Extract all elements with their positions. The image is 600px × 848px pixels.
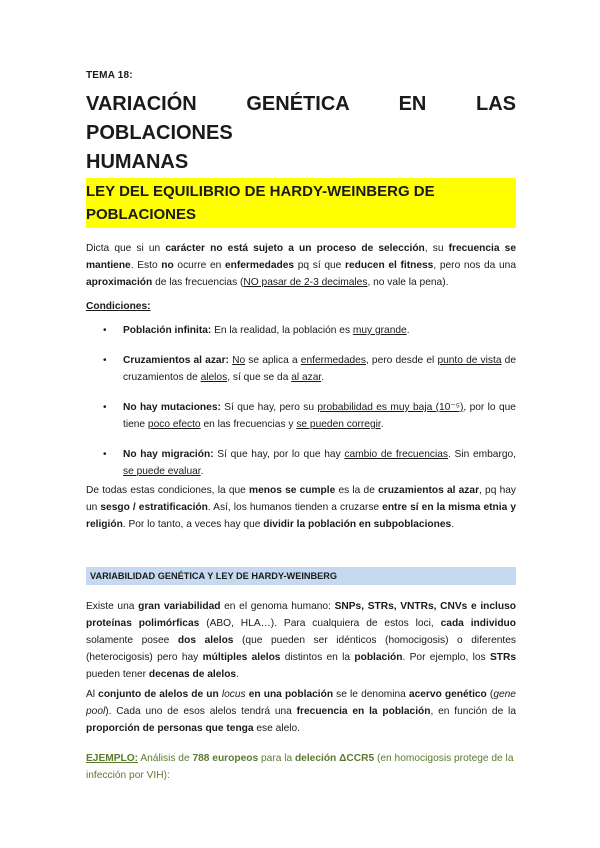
topic-number: TEMA 18: [86, 70, 133, 81]
example-paragraph: EJEMPLO: Análisis de 788 europeos para la deleción ΔCCR5 (en homocigosis protege de la infección por VIH): [86, 753, 514, 781]
bullet-icon: • [103, 325, 107, 336]
conditions-heading: Condiciones: [86, 301, 151, 312]
section-title: LEY DEL EQUILIBRIO DE HARDY-WEINBERG DE POBLACIONES [86, 183, 435, 223]
page-title-line-2: HUMANAS [86, 151, 189, 173]
list-item-mutaciones: • No hay mutaciones: Sí que hay, pero su probabilidad es muy baja (10⁻⁵), por lo que tiene poco efecto en las frecuencias y se pueden corregir. [100, 399, 516, 433]
conditions-list [100, 322, 516, 493]
page-title-line-1: VARIACIÓN GENÉTICA EN LAS POBLACIONES [86, 93, 516, 144]
list-item-migracion: • No hay migración: Sí que hay, por lo que hay cambio de frecuencias. Sin embargo, se puede evaluar. [100, 446, 516, 480]
variability-paragraph: Existe una gran variabilidad en el genoma humano: SNPs, STRs, VNTRs, CNVs e incluso proteínas polimórficas (ABO, HLA…). Para cualquiera de estos loci, cada individuo solamente posee dos alelos (que pueden ser idénticos (homocigosis) o diferentes (heterocigosis) pero hay múltiples alelos distintos en la población. Por ejemplo, los STRs pueden tener decenas de alelos. [86, 601, 517, 680]
bullet-icon: • [103, 449, 107, 460]
page-title [86, 90, 516, 182]
bullet-icon: • [103, 402, 107, 413]
gene-pool-paragraph: Al conjunto de alelos de un locus en una población se le denomina acervo genético (gene pool). Cada uno de esos alelos tendrá una frecuencia en la población, en función de la proporción de personas que tenga ese alelo. [86, 689, 516, 734]
intro-paragraph: Dicta que si un carácter no está sujeto a un proceso de selección, su frecuencia se mantiene. Esto no ocurre en enfermedades pq sí que reducen el fitness, pero nos da una aproximación de las frecuencias (NO pasar de 2-3 decimales, no vale la pena). [86, 243, 517, 288]
bullet-icon: • [103, 355, 107, 366]
list-item-cruzamientos: • Cruzamientos al azar: No se aplica a enfermedades, pero desde el punto de vista de cruzamientos de alelos, sí que se da al azar. [100, 352, 516, 386]
list-item-poblacion-infinita: • Población infinita: En la realidad, la población es muy grande. [100, 322, 516, 339]
closing-paragraph: De todas estas condiciones, la que menos se cumple es la de cruzamientos al azar, pq hay un sesgo / estratificación. Así, los humanos tienden a cruzarse entre sí en la misma etnia y religión. Por lo tanto, a veces hay que dividir la población en subpoblaciones. [86, 485, 517, 530]
subsection-title: VARIABILIDAD GENÉTICA Y LEY DE HARDY-WEINBERG [90, 571, 338, 581]
